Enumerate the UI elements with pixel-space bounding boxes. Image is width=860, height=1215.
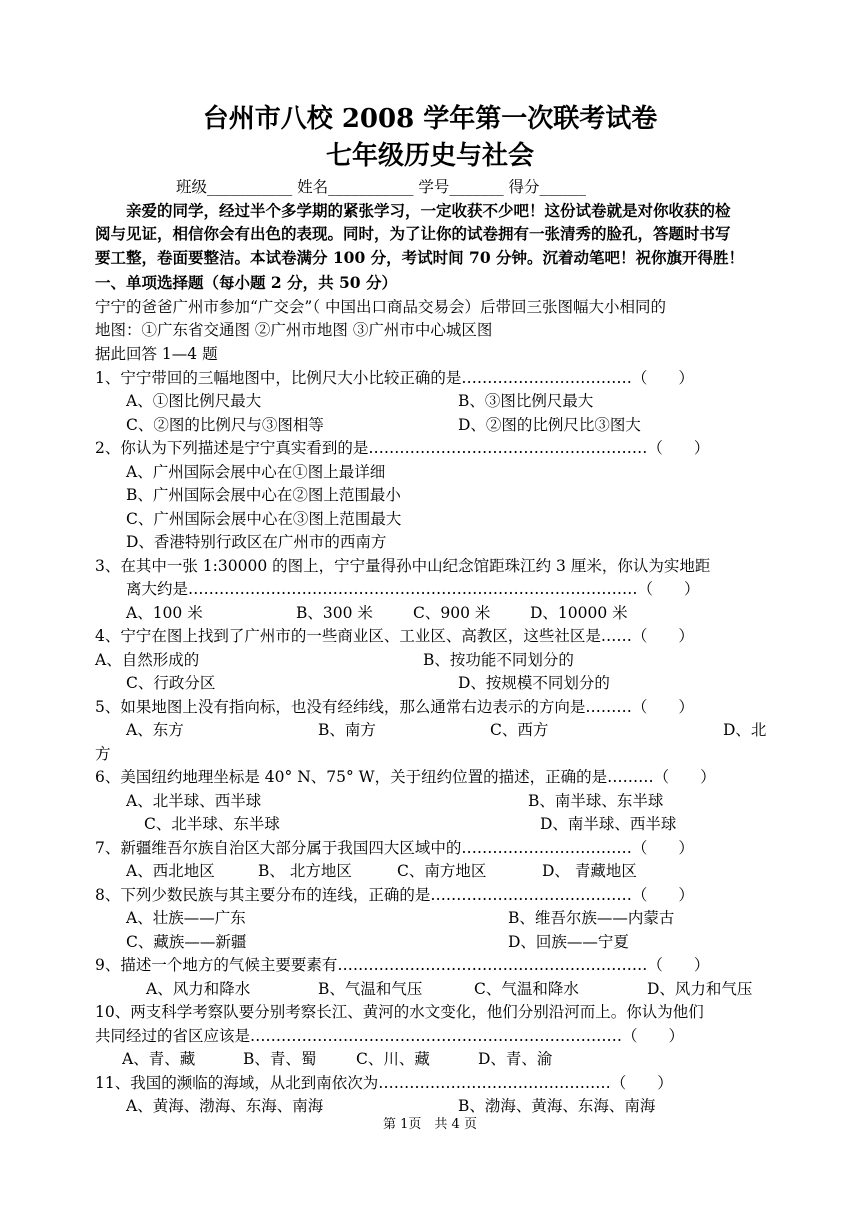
q1-option-d: D、②图的比例尺比③图大 xyxy=(458,416,641,434)
question-9: 9、描述一个地方的气候主要要素有……………………………………………………（ ） xyxy=(95,956,710,974)
q3-option-c: C、900 米 xyxy=(413,604,491,622)
q2-option-c: C、广州国际会展中心在③图上范围最大 xyxy=(126,510,402,528)
q8-option-c: C、藏族——新疆 xyxy=(126,933,247,951)
q5-option-d: D、北 xyxy=(723,721,767,739)
q4-option-d: D、按规模不同划分的 xyxy=(458,674,610,692)
q11-option-a: A、黄海、渤海、东海、南海 xyxy=(126,1097,324,1115)
context-line-3: 据此回答 1—4 题 xyxy=(95,345,218,363)
q5-option-b: B、南方 xyxy=(318,721,376,739)
question-1: 1、宁宁带回的三幅地图中，比例尺大小比较正确的是……………………………（ ） xyxy=(95,369,694,387)
q10-option-c: C、川、藏 xyxy=(356,1050,430,1068)
q6-option-d: D、南半球、西半球 xyxy=(540,815,677,833)
q10-option-a: A、青、藏 xyxy=(122,1050,196,1068)
q10-option-b: B、青、蜀 xyxy=(243,1050,317,1068)
q10-option-d: D、青、渝 xyxy=(478,1050,553,1068)
q7-option-a: A、西北地区 xyxy=(126,862,215,880)
q9-option-c: C、气温和降水 xyxy=(474,980,579,998)
question-3: 3、在其中一张 1:30000 的图上，宁宁量得孙中山纪念馆距珠江约 3 厘米，你认为实地距 xyxy=(95,557,711,575)
exam-subtitle: 七年级历史与社会 xyxy=(325,141,534,171)
q2-option-d: D、香港特别行政区在广州市的西南方 xyxy=(126,533,387,551)
q6-option-a: A、北半球、西半球 xyxy=(126,792,262,810)
intro-line-2: 阅与见证，相信你会有出色的表现。同时，为了让你的试卷拥有一张清秀的脸孔，答题时书写 xyxy=(95,224,731,243)
q8-option-a: A、壮族——广东 xyxy=(126,909,246,927)
q6-option-b: B、南半球、东半球 xyxy=(528,792,664,810)
question-2: 2、你认为下列描述是宁宁真实看到的是………………………………………………（ ） xyxy=(95,439,710,457)
question-4: 4、宁宁在图上找到了广州市的一些商业区、工业区、高教区，这些社区是……（ ） xyxy=(95,627,694,645)
q9-option-d: D、风力和气压 xyxy=(647,980,753,998)
q5-option-a: A、东方 xyxy=(126,721,184,739)
q8-option-d: D、回族——宁夏 xyxy=(508,933,629,951)
q4-option-c: C、行政分区 xyxy=(126,674,216,692)
question-6: 6、美国纽约地理坐标是 40° N、75° W，关于纽约位置的描述，正确的是………（ ） xyxy=(95,768,716,786)
q7-option-b: B、 北方地区 xyxy=(258,862,352,880)
q7-option-d: D、 青藏地区 xyxy=(542,862,637,880)
intro-line-1: 亲爱的同学，经过半个多学期的紧张学习，一定收获不少吧！这份试卷就是对你收获的检 xyxy=(126,201,731,220)
q4-option-a: A、自然形成的 xyxy=(95,651,200,669)
student-info: 班级___________ 姓名___________ 学号_______ 得分______ xyxy=(176,178,587,196)
q3-option-a: A、100 米 xyxy=(126,604,203,622)
question-5: 5、如果地图上没有指向标，也没有经纬线，那么通常右边表示的方向是………（ ） xyxy=(95,698,694,716)
exam-title: 台州市八校 2008 学年第一次联考试卷 xyxy=(202,104,658,134)
q6-option-c: C、北半球、东半球 xyxy=(144,815,280,833)
q2-option-b: B、广州国际会展中心在②图上范围最小 xyxy=(126,486,401,504)
question-8: 8、下列少数民族与其主要分布的连线，正确的是…………………………………（ ） xyxy=(95,886,694,904)
q4-option-b: B、按功能不同划分的 xyxy=(423,651,574,669)
q3-option-d: D、10000 米 xyxy=(530,604,628,622)
question-11: 11、我国的濒临的海域，从北到南依次为………………………………………（ ） xyxy=(95,1074,673,1092)
q5-option-d-wrap: 方 xyxy=(95,745,111,763)
question-10: 10、两支科学考察队要分别考察长江、黄河的水文变化，他们分别沿河而上。你认为他们 xyxy=(95,1003,704,1021)
q1-option-c: C、②图的比例尺与③图相等 xyxy=(126,416,324,434)
q1-option-a: A、①图比例尺最大 xyxy=(126,392,262,410)
context-line-2: 地图：①广东省交通图 ②广州市地图 ③广州市中心城区图 xyxy=(95,321,493,339)
q8-option-b: B、维吾尔族——内蒙古 xyxy=(508,909,675,927)
intro-line-3: 要工整，卷面要整洁。本试卷满分 100 分，考试时间 70 分钟。沉着动笔吧！祝你旗开得胜！ xyxy=(95,248,745,267)
question-3-cont: 离大约是……………………………………………………………………………（ ） xyxy=(126,580,700,598)
q9-option-a: A、风力和降水 xyxy=(146,980,251,998)
question-10-cont: 共同经过的省区应该是………………………………………………………………（ ） xyxy=(95,1027,685,1045)
question-7: 7、新疆维吾尔族自治区大部分属于我国四大区域中的……………………………（ ） xyxy=(95,839,694,857)
q9-option-b: B、气温和气压 xyxy=(318,980,423,998)
page-footer: 第 1页 共 4 页 xyxy=(383,1117,477,1132)
q2-option-a: A、广州国际会展中心在①图上最详细 xyxy=(126,463,386,481)
q11-option-b: B、渤海、黄海、东海、南海 xyxy=(458,1097,656,1115)
q5-option-c: C、西方 xyxy=(490,721,549,739)
q1-option-b: B、③图比例尺最大 xyxy=(458,392,594,410)
q3-option-b: B、300 米 xyxy=(296,604,373,622)
q7-option-c: C、南方地区 xyxy=(397,862,487,880)
section-heading: 一、单项选择题（每小题 2 分，共 50 分） xyxy=(95,273,397,292)
context-line-1: 宁宁的爸爸广州市参加“广交会”（ 中国出口商品交易会）后带回三张图幅大小相同的 xyxy=(95,298,667,316)
